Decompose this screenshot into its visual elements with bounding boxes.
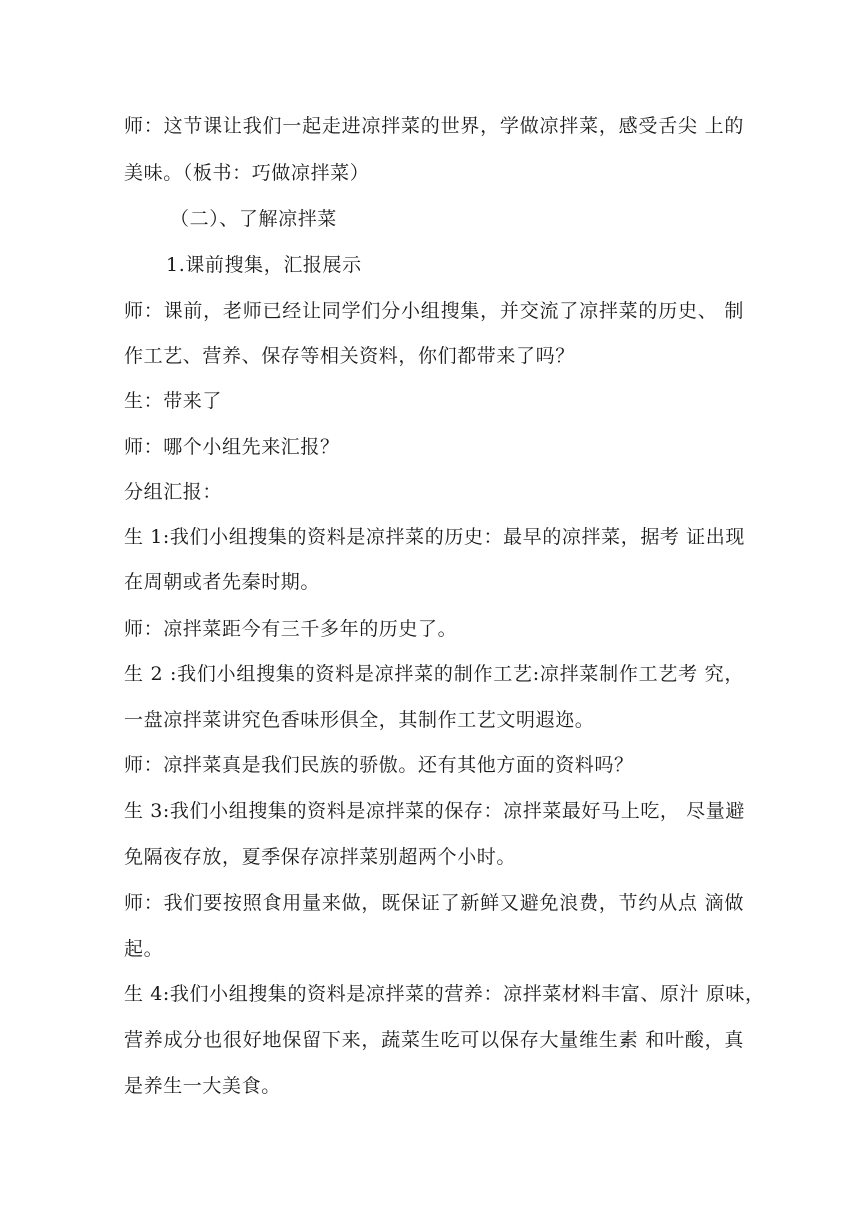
paragraph-line: 师：课前，老师已经让同学们分小组搜集，并交流了凉拌菜的历史、 制 bbox=[124, 300, 744, 322]
paragraph-line: 起。 bbox=[124, 938, 164, 960]
section-heading: （二）、了解凉拌菜 bbox=[170, 208, 337, 230]
paragraph-line: 生 3:我们小组搜集的资料是凉拌菜的保存：凉拌菜最好马上吃， 尽量避 bbox=[124, 800, 745, 822]
paragraph-line: 师：我们要按照食用量来做，既保证了新鲜又避免浪费，节约从点 滴做 bbox=[124, 892, 744, 914]
paragraph-line: 在周朝或者先秦时期。 bbox=[124, 571, 321, 593]
paragraph-line: 师：凉拌菜距今有三千多年的历史了。 bbox=[124, 618, 458, 640]
paragraph-line: 营养成分也很好地保留下来，蔬菜生吃可以保存大量维生素 和叶酸，真 bbox=[124, 1029, 744, 1051]
paragraph-line: 师：这节课让我们一起走进凉拌菜的世界，学做凉拌菜，感受舌尖 上的 bbox=[124, 115, 744, 137]
paragraph-line: 分组汇报： bbox=[124, 481, 223, 503]
paragraph-line: 师：凉拌菜真是我们民族的骄傲。还有其他方面的资料吗？ bbox=[124, 754, 634, 776]
paragraph-line: 一盘凉拌菜讲究色香味形俱全，其制作工艺文明遐迩。 bbox=[124, 709, 595, 731]
paragraph-line: 生 2 :我们小组搜集的资料是凉拌菜的制作工艺:凉拌菜制作工艺考 究， bbox=[124, 663, 744, 685]
paragraph-line: 生 1:我们小组搜集的资料是凉拌菜的历史：最早的凉拌菜，据考 证出现 bbox=[124, 526, 745, 548]
paragraph-line: 美味。（板书：巧做凉拌菜） bbox=[124, 162, 370, 184]
paragraph-line: 免隔夜存放，夏季保存凉拌菜别超两个小时。 bbox=[124, 846, 517, 868]
paragraph-line: 生 4:我们小组搜集的资料是凉拌菜的营养：凉拌菜材料丰富、原汁 原味， bbox=[124, 983, 765, 1005]
paragraph-line: 是养生一大美食。 bbox=[124, 1075, 281, 1097]
paragraph-line: 作工艺、营养、保存等相关资料，你们都带来了吗？ bbox=[124, 345, 575, 367]
paragraph-line: 生：带来了 bbox=[124, 390, 223, 412]
paragraph-line: 师：哪个小组先来汇报？ bbox=[124, 436, 340, 458]
subsection-heading: 1.课前搜集，汇报展示 bbox=[166, 254, 362, 276]
